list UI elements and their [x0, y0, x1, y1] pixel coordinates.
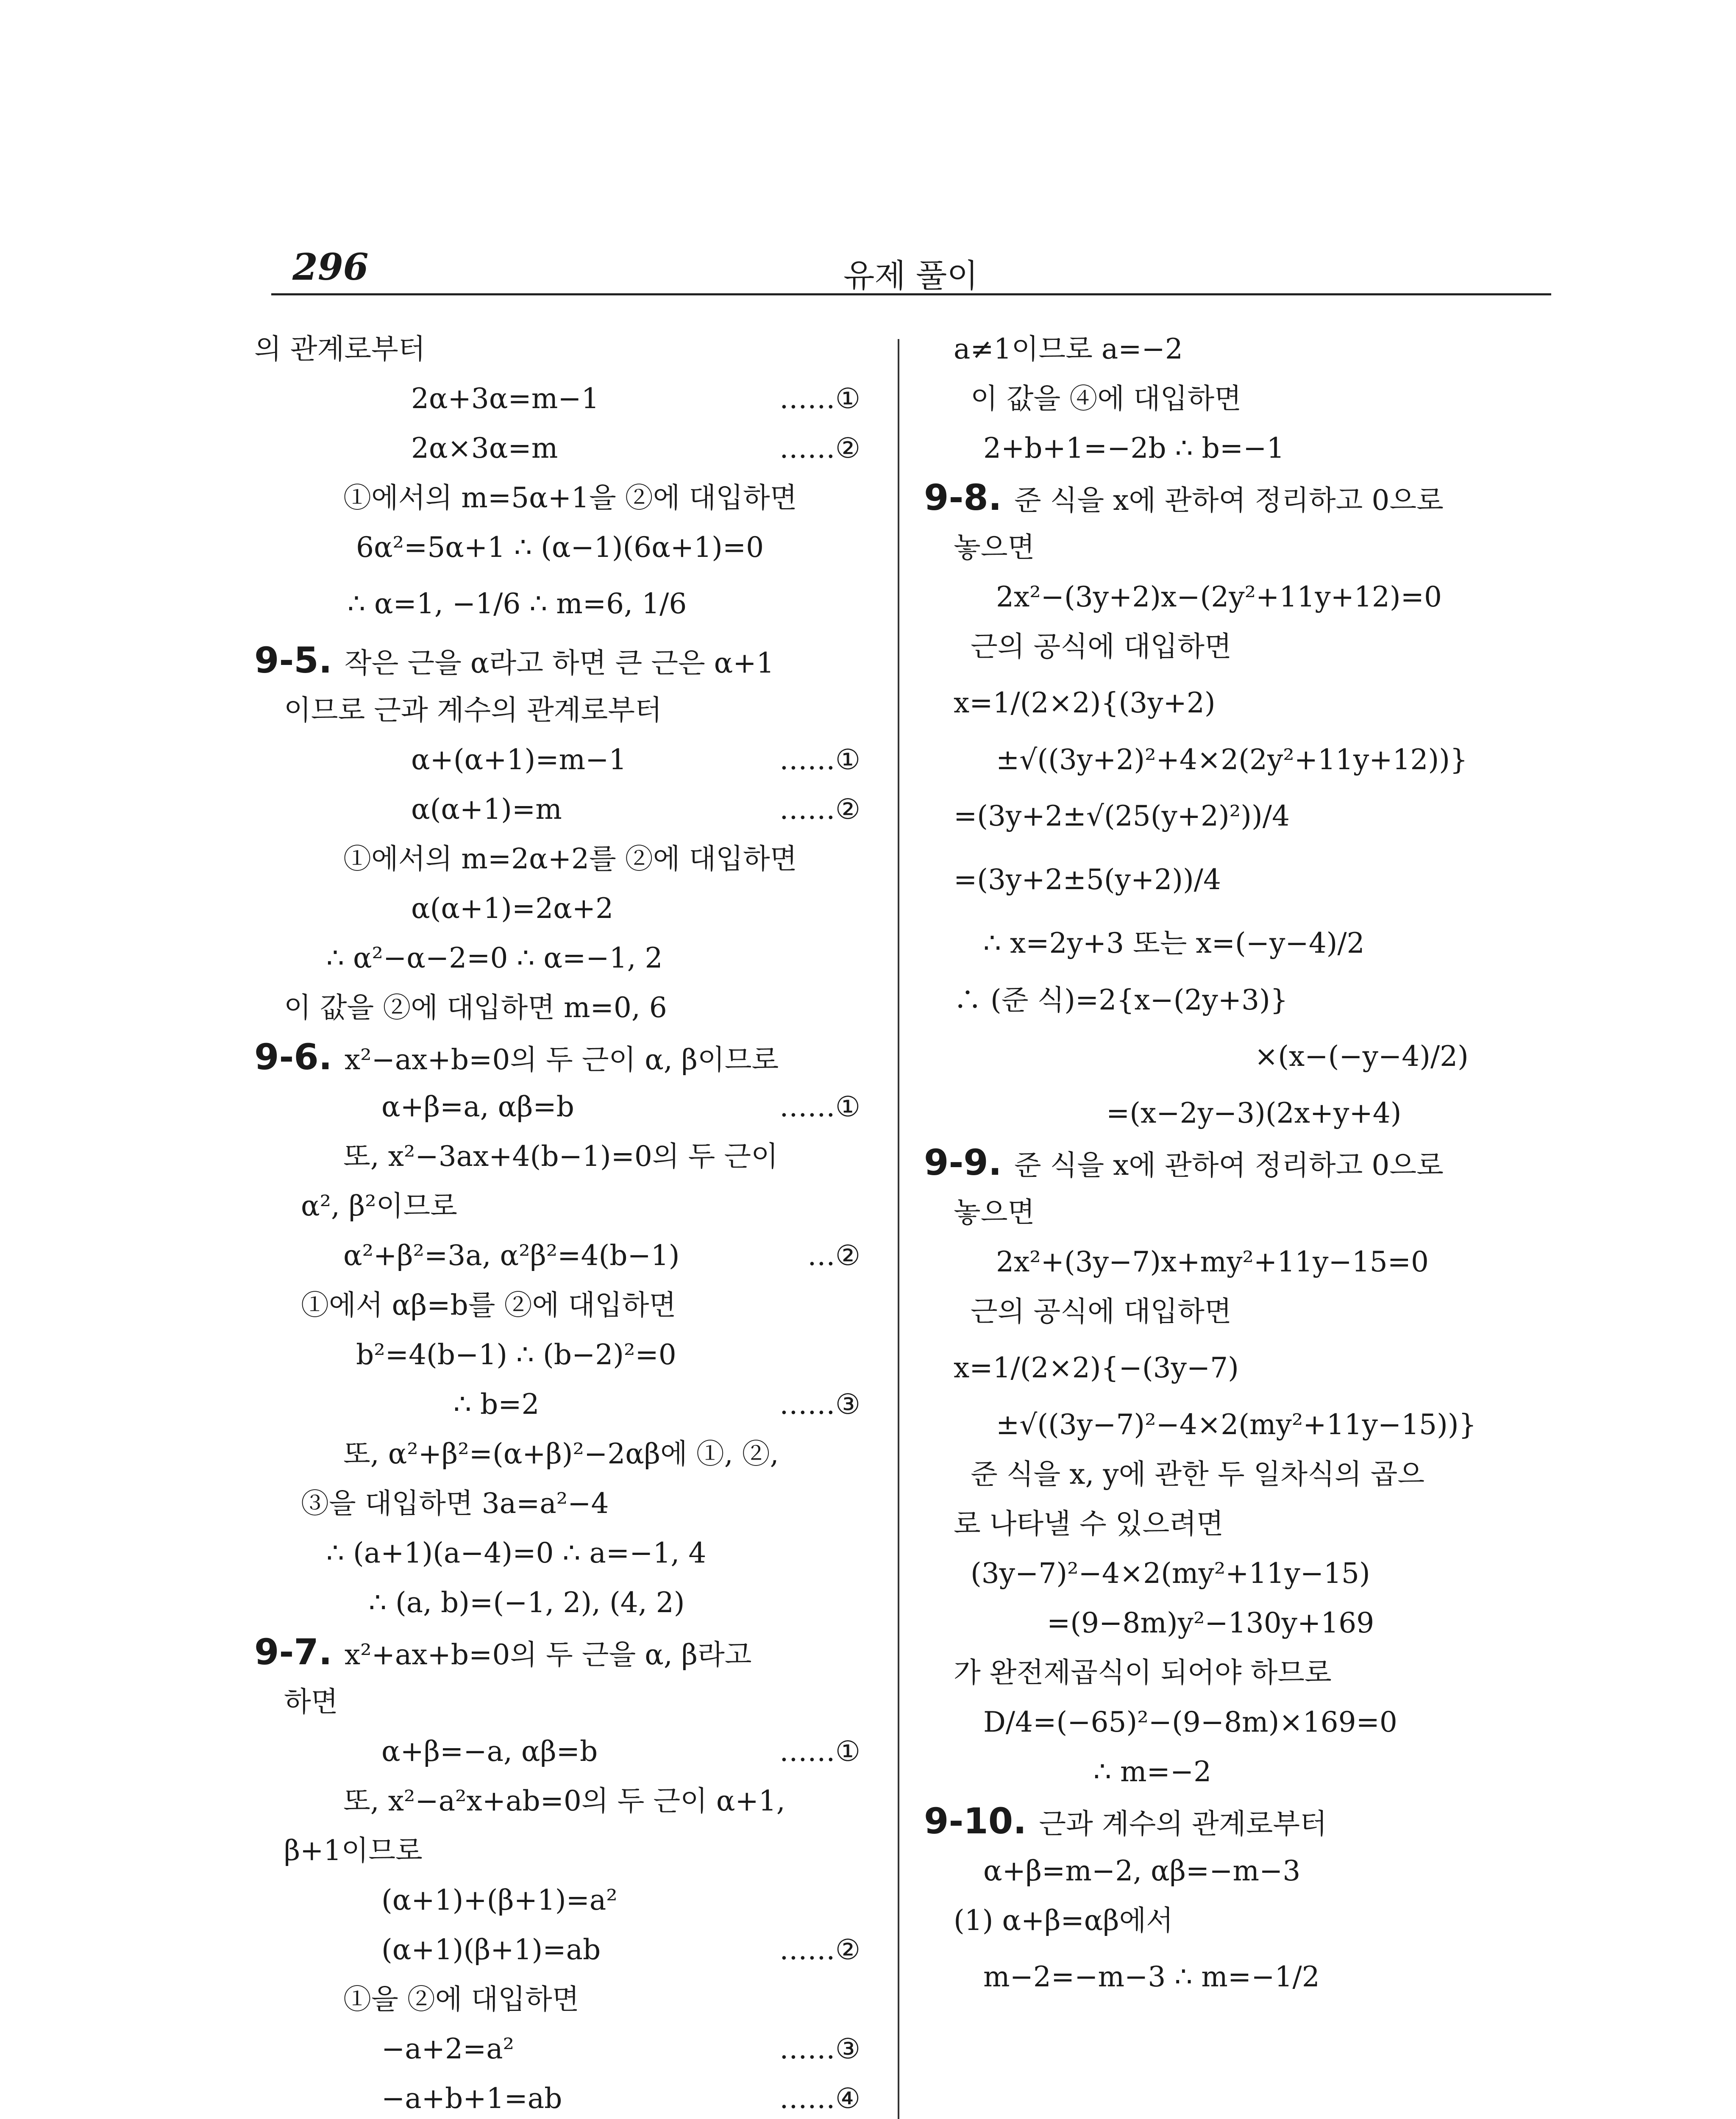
solution-line — [924, 1499, 1551, 1549]
solution-line — [924, 1237, 1551, 1287]
line-text: ±√((3y+2)²+4×2(2y²+11y+12))} — [996, 743, 1468, 776]
line-text: 하면 — [284, 1685, 338, 1718]
line-text: −a+2=a² — [381, 2033, 515, 2065]
solution-line — [254, 1677, 882, 1727]
solution-line — [924, 1896, 1551, 1945]
problem-number: 9-5. — [254, 640, 345, 681]
solution-line — [254, 1974, 882, 2024]
line-text: 작은 근을 α라고 하면 큰 근은 α+1 — [344, 647, 774, 679]
column-divider — [898, 339, 899, 2119]
solution-line — [924, 1697, 1551, 1747]
line-text: ∴ (준 식)=2{x−(2y+3)} — [954, 984, 1288, 1016]
solution-line — [924, 784, 1551, 848]
line-text: 놓으면 — [954, 1196, 1035, 1229]
solution-line — [254, 374, 882, 423]
solution-line — [254, 1727, 882, 1776]
page-title: 유제 풀이 — [843, 257, 978, 295]
line-text: β+1이므로 — [284, 1834, 423, 1867]
solution-line — [924, 423, 1551, 473]
line-text: 준 식을 x, y에 관한 두 일차식의 곱으 — [971, 1458, 1425, 1491]
line-text: α+β=m−2, αβ=−m−3 — [983, 1855, 1301, 1887]
line-text: ①에서 αβ=b를 ②에 대입하면 — [301, 1289, 676, 1321]
equation-tag: ……② — [779, 432, 860, 464]
line-text: ×(x−(−y−4)/2) — [1255, 1040, 1469, 1073]
line-text: ①에서의 m=2α+2를 ②에 대입하면 — [343, 843, 797, 875]
equation-tag: …② — [807, 1239, 860, 1272]
equation-tag: ……① — [779, 743, 860, 776]
line-text: ∴ b=2 — [453, 1388, 540, 1421]
solution-line — [254, 1330, 882, 1379]
line-text: a≠1이므로 a=−2 — [954, 333, 1183, 365]
line-text: x=1/(2×2){−(3y−7) — [954, 1351, 1239, 1384]
line-text: 근의 공식에 대입하면 — [971, 1295, 1232, 1328]
solution-line — [924, 1549, 1551, 1598]
line-text: 준 식을 x에 관하여 정리하고 0으로 — [1014, 1149, 1444, 1182]
solution-line — [924, 848, 1551, 912]
solution-line — [924, 1747, 1551, 1796]
solution-line — [254, 1280, 882, 1330]
solution-line — [254, 1429, 882, 1479]
solution-line — [254, 1875, 882, 1925]
solution-line — [254, 1132, 882, 1181]
solution-line — [254, 1181, 882, 1231]
left-column — [254, 324, 882, 2119]
solution-line — [924, 735, 1551, 784]
line-text: ∴ α²−α−2=0 ∴ α=−1, 2 — [326, 942, 663, 974]
page-number: 296 — [292, 246, 369, 289]
solution-line — [254, 983, 882, 1032]
solution-line — [254, 685, 882, 735]
solution-line — [254, 1479, 882, 1528]
line-text: 이므로 근과 계수의 관계로부터 — [284, 694, 662, 726]
equation-tag: ……① — [779, 1735, 860, 1768]
line-text: 또, x²−3ax+4(b−1)=0의 두 근이 — [343, 1140, 778, 1173]
problem-number: 9-9. — [924, 1142, 1014, 1183]
equation-tag: ……② — [779, 1933, 860, 1966]
line-text: ∴ (a+1)(a−4)=0 ∴ a=−1, 4 — [326, 1537, 707, 1569]
equation-tag: ……② — [779, 793, 860, 826]
line-text: ③을 대입하면 3a=a²−4 — [301, 1487, 609, 1520]
solution-line — [254, 1925, 882, 1974]
line-text: 2α+3α=m−1 — [411, 382, 599, 415]
line-text: α+β=a, αβ=b — [381, 1090, 574, 1123]
solution-line — [254, 324, 882, 374]
solution-line — [254, 2074, 882, 2119]
line-text: =(9−8m)y²−130y+169 — [1047, 1607, 1374, 1639]
line-text: b²=4(b−1) ∴ (b−2)²=0 — [356, 1338, 676, 1371]
line-text: x²−ax+b=0의 두 근이 α, β이므로 — [344, 1043, 779, 1076]
solution-line — [254, 1578, 882, 1627]
line-text: α+(α+1)=m−1 — [411, 743, 627, 776]
line-text: ①을 ②에 대입하면 — [343, 1983, 579, 2016]
equation-tag: ……① — [779, 1090, 860, 1123]
solution-line — [924, 1846, 1551, 1896]
line-text: =(x−2y−3)(2x+y+4) — [1106, 1097, 1402, 1129]
line-text: ①에서의 m=5α+1을 ②에 대입하면 — [343, 481, 797, 514]
line-text: 2x²+(3y−7)x+my²+11y−15=0 — [996, 1246, 1429, 1278]
solution-line — [924, 1187, 1551, 1237]
solution-line — [924, 1088, 1551, 1138]
line-text: 2x²−(3y+2)x−(2y²+11y+12)=0 — [996, 581, 1442, 613]
solution-line — [254, 1082, 882, 1132]
solution-line — [254, 1379, 882, 1429]
solution-line — [254, 784, 882, 834]
line-text: 또, α²+β²=(α+β)²−2αβ에 ①, ②, — [343, 1438, 779, 1470]
line-text: ∴ x=2y+3 또는 x=(−y−4)/2 — [983, 927, 1365, 959]
line-text: x=1/(2×2){(3y+2) — [954, 687, 1216, 719]
solution-line — [924, 473, 1551, 523]
solution-line — [254, 735, 882, 784]
line-text: ∴ m=−2 — [1093, 1755, 1212, 1788]
line-text: 이 값을 ④에 대입하면 — [971, 382, 1241, 415]
solution-line — [924, 1287, 1551, 1336]
solution-line — [254, 1231, 882, 1280]
line-text: x²+ax+b=0의 두 근을 α, β라고 — [344, 1638, 752, 1671]
solution-line — [924, 1138, 1551, 1187]
line-text: ∴ (a, b)=(−1, 2), (4, 2) — [369, 1586, 685, 1619]
solution-line — [254, 473, 882, 523]
solution-line — [924, 622, 1551, 671]
solution-line — [924, 1025, 1551, 1088]
solution-line — [254, 1627, 882, 1677]
solution-line — [924, 1796, 1551, 1846]
solution-line — [924, 1598, 1551, 1648]
line-text: α+β=−a, αβ=b — [381, 1735, 598, 1768]
problem-number: 9-7. — [254, 1631, 345, 1673]
solution-line — [254, 1032, 882, 1082]
line-text: 2α×3α=m — [411, 432, 558, 464]
solution-line — [254, 2024, 882, 2074]
solution-line — [924, 975, 1551, 1025]
solution-line — [254, 884, 882, 933]
line-text: 근의 공식에 대입하면 — [971, 630, 1232, 663]
problem-number: 9-8. — [924, 477, 1014, 518]
line-text: α(α+1)=2α+2 — [411, 892, 614, 925]
header-rule — [271, 293, 1551, 295]
solution-line — [254, 933, 882, 983]
equation-tag: ……③ — [779, 2033, 860, 2065]
solution-line — [924, 1449, 1551, 1499]
line-text: 2+b+1=−2b ∴ b=−1 — [983, 432, 1285, 464]
line-text: 준 식을 x에 관하여 정리하고 0으로 — [1014, 484, 1444, 517]
line-text: ±√((3y−7)²−4×2(my²+11y−15))} — [996, 1408, 1477, 1441]
line-text: α(α+1)=m — [411, 793, 562, 826]
solution-line — [254, 636, 882, 685]
solution-line — [924, 912, 1551, 975]
line-text: 또, x²−a²x+ab=0의 두 근이 α+1, — [343, 1785, 785, 1817]
solution-line — [924, 1648, 1551, 1697]
line-text: −a+b+1=ab — [381, 2082, 562, 2115]
line-text: α², β²이므로 — [301, 1190, 457, 1222]
right-column — [924, 324, 1551, 2009]
problem-number: 9-10. — [924, 1800, 1039, 1842]
solution-line — [924, 572, 1551, 622]
solution-line — [924, 374, 1551, 423]
solution-line — [254, 423, 882, 473]
solution-line — [254, 1826, 882, 1875]
line-text: 로 나타낼 수 있으려면 — [954, 1507, 1224, 1540]
solution-line — [254, 572, 882, 636]
line-text: (α+1)+(β+1)=a² — [381, 1884, 618, 1916]
solution-line — [924, 1336, 1551, 1400]
solution-line — [924, 1945, 1551, 2009]
problem-number: 9-6. — [254, 1036, 345, 1078]
solution-line — [254, 1776, 882, 1826]
solution-line — [924, 671, 1551, 735]
line-text: m−2=−m−3 ∴ m=−1/2 — [983, 1960, 1320, 1993]
solution-line — [254, 1528, 882, 1578]
line-text: ∴ α=1, −1/6 ∴ m=6, 1/6 — [348, 587, 687, 620]
line-text: 놓으면 — [954, 531, 1035, 564]
line-text: (α+1)(β+1)=ab — [381, 1933, 601, 1966]
line-text: D/4=(−65)²−(9−8m)×169=0 — [983, 1706, 1397, 1738]
line-text: =(3y+2±5(y+2))/4 — [954, 863, 1221, 896]
line-text: =(3y+2±√(25(y+2)²))/4 — [954, 800, 1290, 832]
equation-tag: ……④ — [779, 2082, 860, 2115]
line-text: (3y−7)²−4×2(my²+11y−15) — [971, 1557, 1370, 1590]
line-text: (1) α+β=αβ에서 — [954, 1904, 1174, 1937]
solution-line — [924, 523, 1551, 572]
solution-line — [254, 834, 882, 884]
line-text: α²+β²=3a, α²β²=4(b−1) — [343, 1239, 680, 1272]
solution-line — [924, 1400, 1551, 1449]
equation-tag: ……① — [779, 382, 860, 415]
line-text: 이 값을 ②에 대입하면 m=0, 6 — [284, 991, 667, 1024]
line-text: 가 완전제곱식이 되어야 하므로 — [954, 1656, 1332, 1689]
line-text: 근과 계수의 관계로부터 — [1039, 1808, 1327, 1840]
line-text: 6α²=5α+1 ∴ (α−1)(6α+1)=0 — [356, 531, 764, 564]
equation-tag: ……③ — [779, 1388, 860, 1421]
line-text: 의 관계로부터 — [254, 333, 426, 365]
solution-line — [924, 324, 1551, 374]
solution-line — [254, 523, 882, 572]
